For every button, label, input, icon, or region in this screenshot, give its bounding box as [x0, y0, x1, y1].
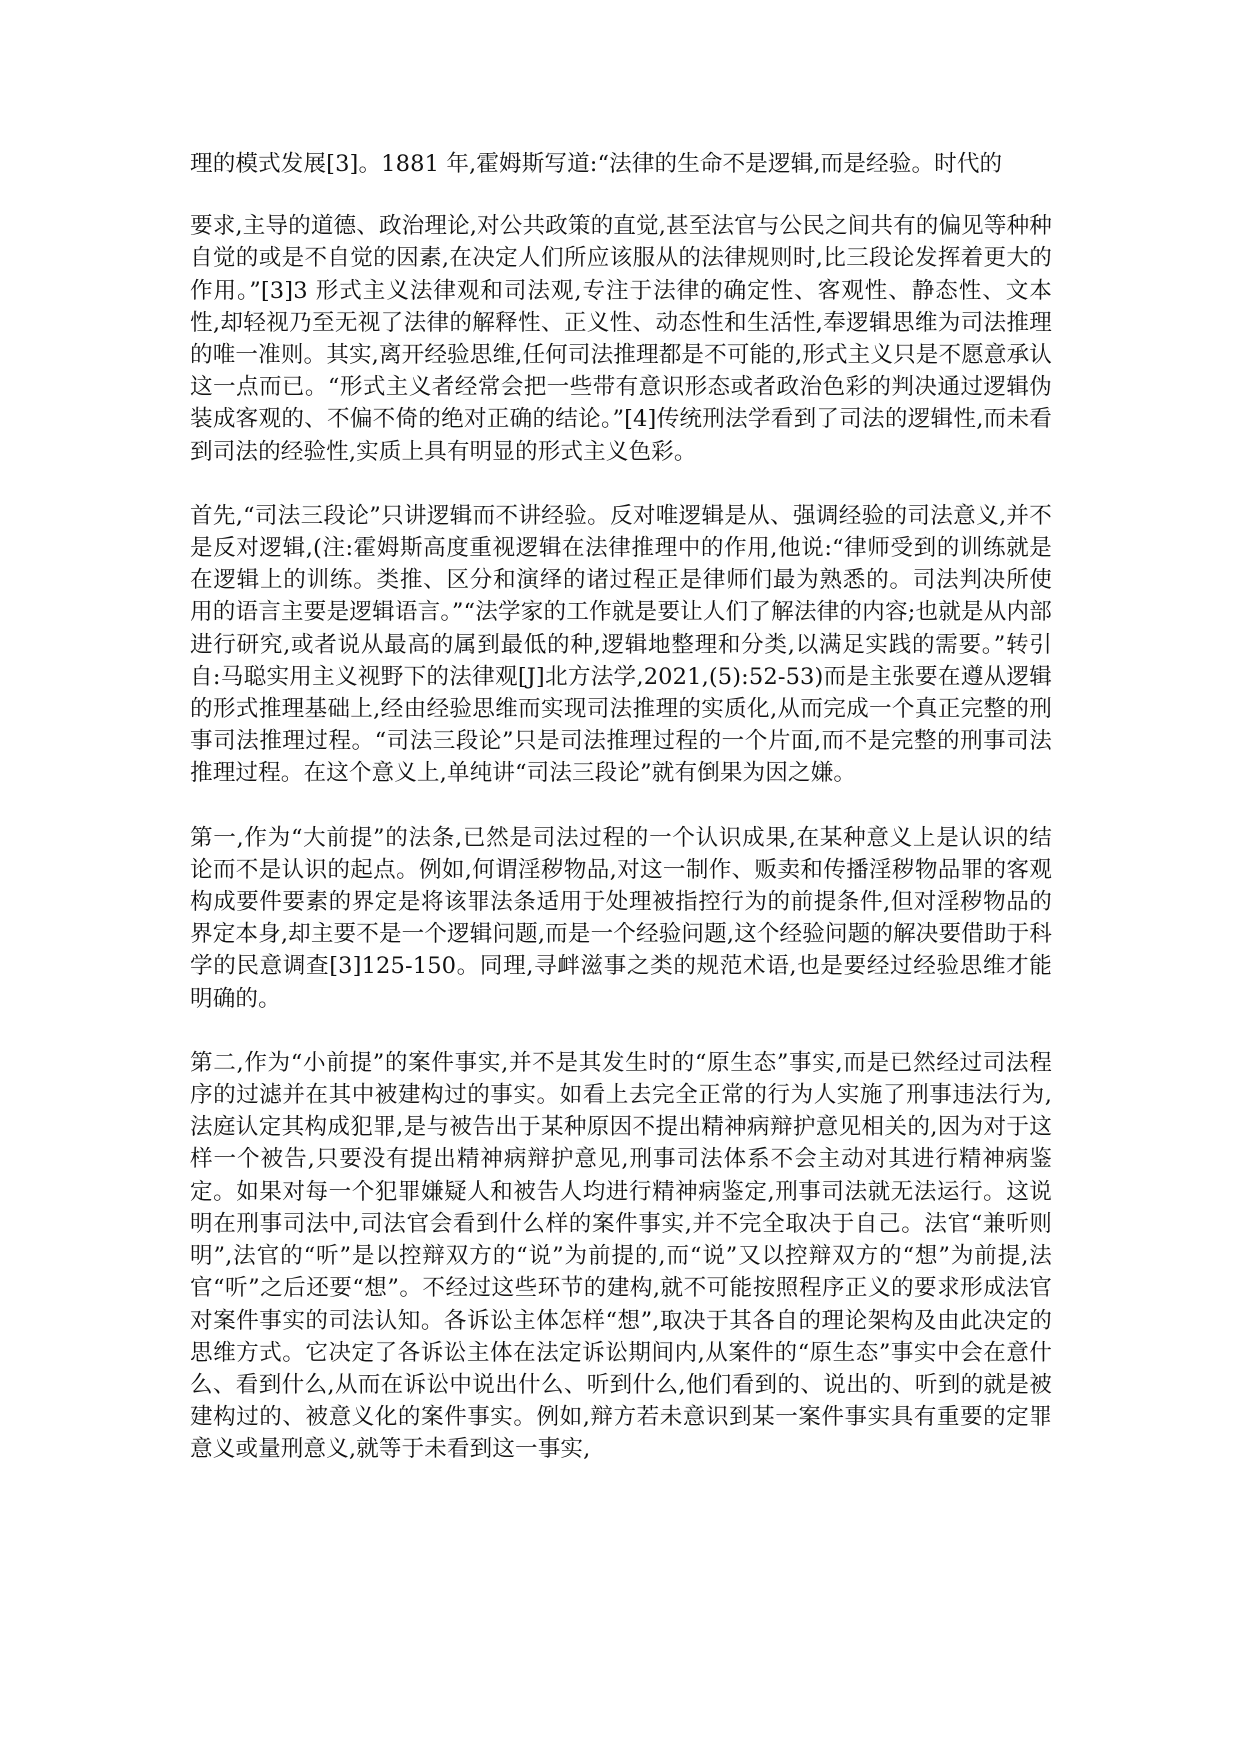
document-page — [190, 148, 1052, 1498]
paragraph-2: 要求,主导的道德、政治理论,对公共政策的直觉,甚至法官与公民之间共有的偏见等种种自觉的或是不自觉的因素,在决定人们所应该服从的法律规则时,比三段论发挥着更大的作用。”[3]3 形式主义法律观和司法观,专注于法律的确定性、客观性、静态性、文本性,却轻视乃至无视了法律的解释性、正义性、动态性和生活性,奉逻辑思维为司法推理的唯一准则。其实,离开经验思维,任何司法推理都是不可能的,形式主义只是不愿意承认这一点而已。“形式主义者经常会把一些带有意识形态或者政治色彩的判决通过逻辑伪装成客观的、不偏不倚的绝对正确的结论。”[4]传统刑法学看到了司法的逻辑性,而未看到司法的经验性,实质上具有明显的形式主义色彩。 — [190, 213, 1052, 465]
paragraph-4: 第一,作为“大前提”的法条,已然是司法过程的一个认识成果,在某种意义上是认识的结论而不是认识的起点。例如,何谓淫秽物品,对这一制作、贩卖和传播淫秽物品罪的客观构成要件要素的界定是将该罪法条适用于处理被指控行为的前提条件,但对淫秽物品的界定本身,却主要不是一个逻辑问题,而是一个经验问题,这个经验问题的解决要借助于科学的民意调查[3]125-150。同理,寻衅滋事之类的规范术语,也是要经过经验思维才能明确的。 — [190, 824, 1052, 1012]
paragraph-1: 理的模式发展[3]。1881 年,霍姆斯写道:“法律的生命不是逻辑,而是经验。时代的 — [190, 151, 1003, 177]
paragraph-5: 第二,作为“小前提”的案件事实,并不是其发生时的“原生态”事实,而是已然经过司法程序的过滤并在其中被建构过的事实。如看上去完全正常的行为人实施了刑事违法行为,法庭认定其构成犯罪,是与被告出于某种原因不提出精神病辩护意见相关的,因为对于这样一个被告,只要没有提出精神病辩护意见,刑事司法体系不会主动对其进行精神病鉴定。如果对每一个犯罪嫌疑人和被告人均进行精神病鉴定,刑事司法就无法运行。这说明在刑事司法中,司法官会看到什么样的案件事实,并不完全取决于自己。法官“兼听则明”,法官的“听”是以控辩双方的“说”为前提的,而“说”又以控辩双方的“想”为前提,法官“听”之后还要“想”。不经过这些环节的建构,就不可能按照程序正义的要求形成法官对案件事实的司法认知。各诉讼主体怎样“想”,取决于其各自的理论架构及由此决定的思维方式。它决定了各诉讼主体在法定诉讼期间内,从案件的“原生态”事实中会在意什么、看到什么,从而在诉讼中说出什么、听到什么,他们看到的、说出的、听到的就是被建构过的、被意义化的案件事实。例如,辩方若未意识到某一案件事实具有重要的定罪意义或量刑意义,就等于未看到这一事实, — [190, 1049, 1052, 1463]
paragraph-3: 首先,“司法三段论”只讲逻辑而不讲经验。反对唯逻辑是从、强调经验的司法意义,并不是反对逻辑,(注:霍姆斯高度重视逻辑在法律推理中的作用,他说:“律师受到的训练就是在逻辑上的训练。类推、区分和演绎的诸过程正是律师们最为熟悉的。司法判决所使用的语言主要是逻辑语言。”“法学家的工作就是要让人们了解法律的内容;也就是从内部进行研究,或者说从最高的属到最低的种,逻辑地整理和分类,以满足实践的需要。”转引自:马聪实用主义视野下的法律观[J]北方法学,2021,(5):52-53)而是主张要在遵从逻辑的形式推理基础上,经由经验思维而实现司法推理的实质化,从而完成一个真正完整的刑事司法推理过程。“司法三段论”只是司法推理过程的一个片面,而不是完整的刑事司法推理过程。在这个意义上,单纯讲“司法三段论”就有倒果为因之嫌。 — [190, 502, 1052, 787]
